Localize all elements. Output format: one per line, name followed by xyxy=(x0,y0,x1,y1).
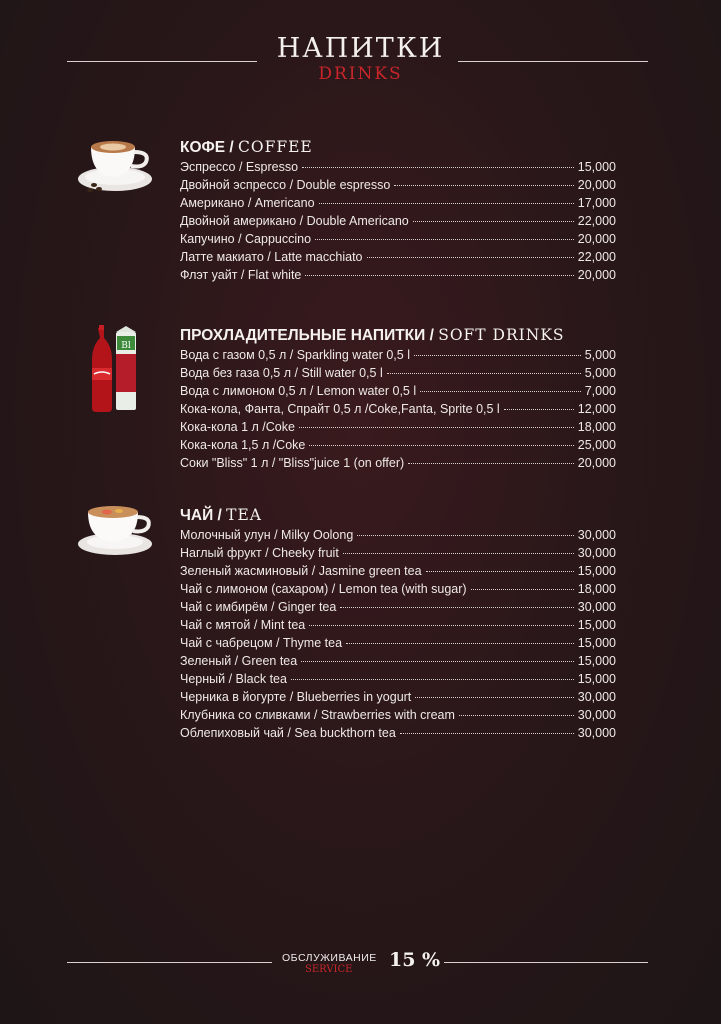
item-name: Черный / Black tea xyxy=(180,672,287,686)
item-name: Черника в йогурте / Blueberries in yogurt xyxy=(180,690,412,704)
item-price: 30,000 xyxy=(577,726,616,740)
leader-dots xyxy=(309,625,574,626)
item-price: 15,000 xyxy=(577,618,616,632)
menu-item xyxy=(180,598,616,616)
service-label-en: SERVICE xyxy=(305,964,353,975)
menu-item xyxy=(180,382,616,400)
item-price: 20,000 xyxy=(577,268,616,282)
leader-dots xyxy=(299,427,574,428)
menu-item xyxy=(180,436,616,454)
item-name: Двойной эспрессо / Double espresso xyxy=(180,178,391,192)
item-name: Молочный улун / Milky Oolong xyxy=(180,528,354,542)
item-name: Чай с мятой / Mint tea xyxy=(180,618,306,632)
item-name: Кока-кола, Фанта, Спрайт 0,5 л /Coke,Fanta, Sprite 0,5 l xyxy=(180,402,500,416)
item-price: 15,000 xyxy=(577,160,616,174)
tea-section xyxy=(180,504,616,742)
footer-rule-right xyxy=(444,962,648,963)
item-name: Зеленый / Green tea xyxy=(180,654,298,668)
menu-item xyxy=(180,212,616,230)
item-price: 15,000 xyxy=(577,654,616,668)
item-price: 30,000 xyxy=(577,528,616,542)
tea-heading-en: TEA xyxy=(226,506,263,524)
soft-drinks-heading-en: SOFT DRINKS xyxy=(438,326,565,344)
item-name: Флэт уайт / Flat white xyxy=(180,268,302,282)
item-price: 5,000 xyxy=(584,366,616,380)
leader-dots xyxy=(426,571,574,572)
menu-item xyxy=(180,616,616,634)
tea-heading-ru: ЧАЙ xyxy=(180,507,214,524)
item-price: 30,000 xyxy=(577,546,616,560)
menu-item xyxy=(180,176,616,194)
item-name: Латте макиато / Latte macchiato xyxy=(180,250,363,264)
item-price: 30,000 xyxy=(577,690,616,704)
menu-item xyxy=(180,526,616,544)
menu-item xyxy=(180,400,616,418)
leader-dots xyxy=(315,239,574,240)
soft-drinks-heading: ПРОХЛАДИТЕЛЬНЫЕ НАПИТКИ / SOFT DRINKS xyxy=(180,326,565,344)
coffee-heading-en: COFFEE xyxy=(238,138,313,156)
leader-dots xyxy=(408,463,574,464)
coffee-heading-ru: КОФЕ xyxy=(180,139,226,156)
leader-dots xyxy=(414,355,581,356)
tea-cup-icon xyxy=(74,500,156,565)
leader-dots xyxy=(413,221,574,222)
item-price: 15,000 xyxy=(577,564,616,578)
coffee-section xyxy=(180,136,616,284)
menu-item xyxy=(180,652,616,670)
item-name: Капучино / Cappuccino xyxy=(180,232,312,246)
soda-bottles-icon xyxy=(88,324,140,419)
leader-dots xyxy=(343,553,574,554)
item-price: 22,000 xyxy=(577,250,616,264)
menu-item xyxy=(180,544,616,562)
menu-item xyxy=(180,346,616,364)
leader-dots xyxy=(471,589,574,590)
coffee-cup-icon xyxy=(74,135,156,202)
item-name: Вода с лимоном 0,5 л / Lemon water 0,5 l xyxy=(180,384,417,398)
menu-item xyxy=(180,562,616,580)
menu-item xyxy=(180,194,616,212)
soft-drinks-section xyxy=(180,324,616,472)
service-label-ru: ОБСЛУЖИВАНИЕ xyxy=(282,952,377,964)
item-price: 12,000 xyxy=(577,402,616,416)
item-price: 22,000 xyxy=(577,214,616,228)
item-name: Соки "Bliss" 1 л / "Bliss"juice 1 (on offer) xyxy=(180,456,405,470)
menu-item xyxy=(180,670,616,688)
leader-dots xyxy=(394,185,573,186)
menu-item xyxy=(180,580,616,598)
leader-dots xyxy=(459,715,574,716)
leader-dots xyxy=(346,643,574,644)
leader-dots xyxy=(357,535,573,536)
soft-drinks-heading-ru: ПРОХЛАДИТЕЛЬНЫЕ НАПИТКИ xyxy=(180,327,426,344)
item-price: 30,000 xyxy=(577,708,616,722)
leader-dots xyxy=(504,409,574,410)
item-price: 20,000 xyxy=(577,456,616,470)
menu-item xyxy=(180,688,616,706)
item-price: 18,000 xyxy=(577,582,616,596)
page-subtitle: DRINKS xyxy=(318,64,403,84)
item-name: Чай с чабрецом / Thyme tea xyxy=(180,636,343,650)
item-name: Кока-кола 1 л /Coke xyxy=(180,420,295,434)
leader-dots xyxy=(305,275,573,276)
item-price: 17,000 xyxy=(577,196,616,210)
leader-dots xyxy=(420,391,581,392)
leader-dots xyxy=(387,373,581,374)
item-name: Зеленый жасминовый / Jasmine green tea xyxy=(180,564,422,578)
leader-dots xyxy=(415,697,573,698)
menu-item xyxy=(180,454,616,472)
leader-dots xyxy=(340,607,573,608)
item-name: Вода с газом 0,5 л / Sparkling water 0,5 l xyxy=(180,348,410,362)
leader-dots xyxy=(400,733,574,734)
leader-dots xyxy=(291,679,574,680)
menu-item xyxy=(180,418,616,436)
leader-dots xyxy=(367,257,574,258)
leader-dots xyxy=(301,661,574,662)
footer-rule-left xyxy=(67,962,272,963)
item-name: Кока-кола 1,5 л /Coke xyxy=(180,438,306,452)
menu-item xyxy=(180,364,616,382)
item-name: Чай с имбирём / Ginger tea xyxy=(180,600,337,614)
leader-dots xyxy=(309,445,573,446)
menu-item xyxy=(180,706,616,724)
item-name: Вода без газа 0,5 л / Still water 0,5 l xyxy=(180,366,383,380)
item-name: Эспрессо / Espresso xyxy=(180,160,299,174)
menu-item xyxy=(180,724,616,742)
item-name: Двойной американо / Double Americano xyxy=(180,214,409,228)
item-name: Клубника со сливками / Strawberries with cream xyxy=(180,708,455,722)
coffee-heading: КОФЕ / COFFEE xyxy=(180,138,313,156)
menu-item xyxy=(180,634,616,652)
item-name: Американо / Americano xyxy=(180,196,315,210)
item-name: Наглый фрукт / Cheeky fruit xyxy=(180,546,339,560)
leader-dots xyxy=(319,203,574,204)
item-price: 15,000 xyxy=(577,672,616,686)
item-name: Облепиховый чай / Sea buckthorn tea xyxy=(180,726,396,740)
menu-item xyxy=(180,158,616,176)
item-name: Чай с лимоном (сахаром) / Lemon tea (with sugar) xyxy=(180,582,467,596)
item-price: 15,000 xyxy=(577,636,616,650)
page-title: НАПИТКИ xyxy=(276,33,445,64)
item-price: 20,000 xyxy=(577,178,616,192)
tea-heading: ЧАЙ / TEA xyxy=(180,506,263,524)
item-price: 20,000 xyxy=(577,232,616,246)
menu-item xyxy=(180,248,616,266)
menu-item xyxy=(180,266,616,284)
item-price: 30,000 xyxy=(577,600,616,614)
item-price: 5,000 xyxy=(584,348,616,362)
item-price: 7,000 xyxy=(584,384,616,398)
leader-dots xyxy=(302,167,574,168)
menu-item xyxy=(180,230,616,248)
item-price: 25,000 xyxy=(577,438,616,452)
item-price: 18,000 xyxy=(577,420,616,434)
svg-text:Bl: Bl xyxy=(121,341,131,351)
service-percent: 15 % xyxy=(389,949,441,971)
